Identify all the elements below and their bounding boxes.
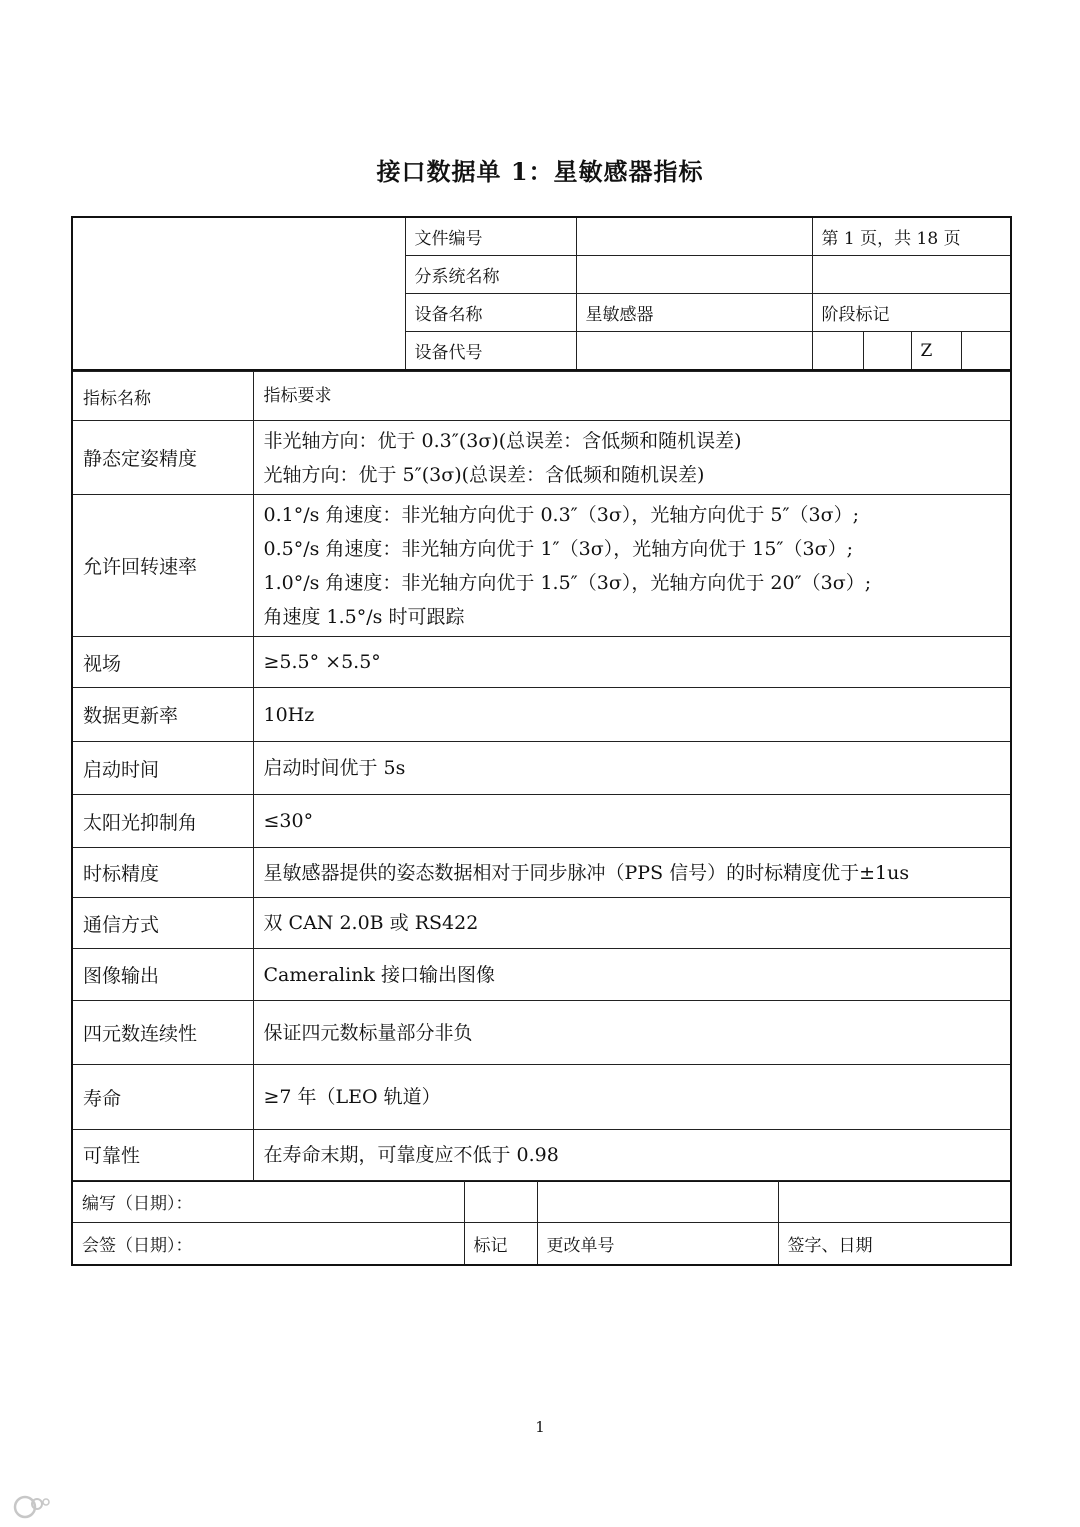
compiled-by-label: 编写（日期）： [72, 1181, 464, 1223]
stage-mark-label: 阶段标记 [812, 294, 1011, 332]
spec-requirement [253, 421, 1011, 495]
stage-mark-value: Z [911, 332, 961, 371]
spec-requirement [253, 495, 1011, 637]
spec-requirement: ≤30° [253, 795, 1011, 848]
spec-requirement: 保证四元数标量部分非负 [253, 1001, 1011, 1065]
page-number: 1 [535, 1418, 545, 1436]
requirement-line: 1.0°/s 角速度：非光轴方向优于 1.5″（3σ），光轴方向优于 20″（3σ）; [263, 571, 872, 594]
spec-name: 四元数连续性 [72, 1001, 253, 1065]
spec-requirement: 在寿命末期，可靠度应不低于 0.98 [253, 1130, 1011, 1181]
requirement-line: 非光轴方向：优于 0.3″(3σ)(总误差：含低频和随机误差) [263, 429, 742, 452]
requirement-line: 角速度 1.5°/s 时可跟踪 [263, 605, 465, 628]
requirement-line: 光轴方向：优于 5″(3σ)(总误差：含低频和随机误差) [263, 463, 705, 486]
spec-row [72, 1001, 1011, 1065]
spec-header-row [72, 372, 1011, 421]
spec-row [72, 1065, 1011, 1130]
spec-name: 静态定姿精度 [72, 421, 253, 495]
spec-name: 寿命 [72, 1065, 253, 1130]
spec-name: 视场 [72, 637, 253, 688]
watermark-logo-icon [10, 1492, 150, 1522]
approval-footer-table [71, 1180, 1012, 1266]
change-number-label: 更改单号 [537, 1223, 778, 1266]
subsystem-extra-cell [812, 256, 1011, 294]
spec-name: 通信方式 [72, 898, 253, 949]
device-name-value: 星敏感器 [576, 294, 812, 332]
subsystem-name-value [576, 256, 812, 294]
requirement-line: 0.1°/s 角速度：非光轴方向优于 0.3″（3σ），光轴方向优于 5″（3σ）; [263, 503, 860, 526]
file-number-label: 文件编号 [405, 217, 576, 256]
page-info: 第 1 页，共 18 页 [812, 217, 1011, 256]
requirement-line: 0.5°/s 角速度：非光轴方向优于 1″（3σ），光轴方向优于 15″（3σ）; [263, 537, 853, 560]
spec-row [72, 421, 1011, 495]
spec-requirement: 星敏感器提供的姿态数据相对于同步脉冲（PPS 信号）的时标精度优于±1us [253, 848, 1011, 898]
spec-row [72, 848, 1011, 898]
spec-header-name: 指标名称 [72, 372, 253, 421]
stage-mark-cell-2 [863, 332, 911, 371]
spec-row [72, 688, 1011, 742]
footer-blank-cell [537, 1181, 778, 1223]
spec-row [72, 795, 1011, 848]
countersign-label: 会签（日期）： [72, 1223, 464, 1266]
signature-date-label: 签字、日期 [778, 1223, 1011, 1266]
spec-requirement: 10Hz [253, 688, 1011, 742]
spec-row [72, 637, 1011, 688]
subsystem-name-label: 分系统名称 [405, 256, 576, 294]
spec-name: 太阳光抑制角 [72, 795, 253, 848]
specification-table [71, 371, 1012, 1182]
stage-mark-cell-1 [812, 332, 863, 371]
file-number-value [576, 217, 812, 256]
device-code-value [576, 332, 812, 371]
spec-requirement: 启动时间优于 5s [253, 742, 1011, 795]
spec-row [72, 495, 1011, 637]
device-code-label: 设备代号 [405, 332, 576, 371]
spec-name: 启动时间 [72, 742, 253, 795]
spec-name: 数据更新率 [72, 688, 253, 742]
logo-blank-cell [72, 217, 405, 370]
spec-row [72, 949, 1011, 1001]
watermark-logo [10, 1492, 150, 1522]
spec-name: 时标精度 [72, 848, 253, 898]
footer-blank-cell [778, 1181, 1011, 1223]
spec-name: 可靠性 [72, 1130, 253, 1181]
mark-label: 标记 [464, 1223, 537, 1266]
document-header-table [71, 216, 1012, 371]
spec-name: 允许回转速率 [72, 495, 253, 637]
spec-row [72, 742, 1011, 795]
device-name-label: 设备名称 [405, 294, 576, 332]
document-title: 接口数据单 1：星敏感器指标 [376, 157, 704, 186]
footer-blank-cell [464, 1181, 537, 1223]
spec-row [72, 898, 1011, 949]
stage-mark-cell-4 [961, 332, 1011, 371]
spec-requirement: Cameralink 接口输出图像 [253, 949, 1011, 1001]
spec-requirement: ≥5.5° ×5.5° [253, 637, 1011, 688]
spec-requirement: ≥7 年（LEO 轨道） [253, 1065, 1011, 1130]
spec-requirement: 双 CAN 2.0B 或 RS422 [253, 898, 1011, 949]
spec-header-requirement: 指标要求 [253, 372, 1011, 421]
spec-row [72, 1130, 1011, 1181]
spec-name: 图像输出 [72, 949, 253, 1001]
